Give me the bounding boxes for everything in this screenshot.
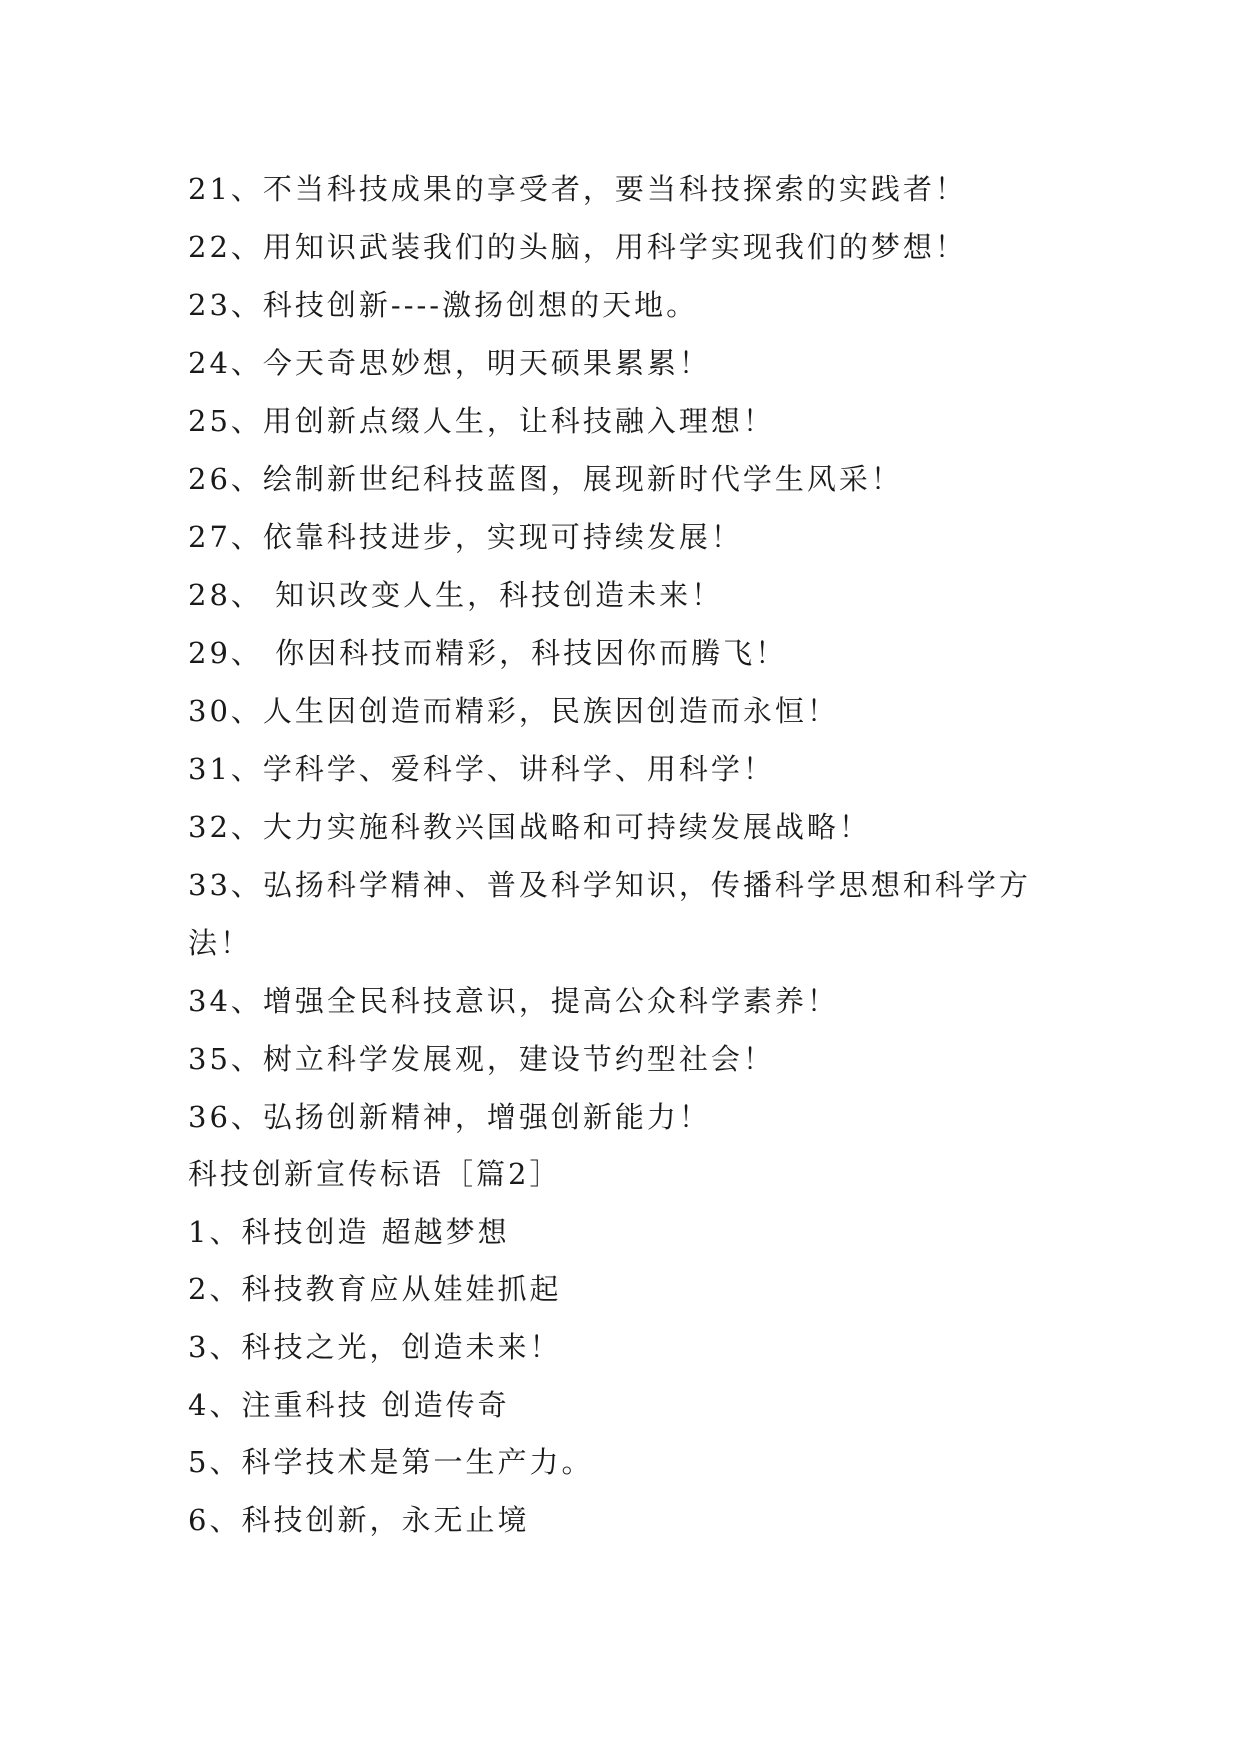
section-slogan-line: 6、科技创新，永无止境 (188, 1503, 530, 1538)
slogan-line: 28、 知识改变人生，科技创造未来！ (188, 578, 724, 612)
slogan-line-continuation: 法！ (188, 926, 253, 960)
slogan-line: 21、不当科技成果的享受者，要当科技探索的实践者！ (188, 172, 967, 206)
slogan-line: 32、大力实施科教兴国战略和可持续发展战略！ (188, 810, 871, 844)
slogan-line: 31、学科学、爱科学、讲科学、用科学！ (188, 752, 775, 786)
section-slogan-line: 1、科技创造 超越梦想 (188, 1214, 510, 1249)
slogan-line: 35、树立科学发展观，建设节约型社会！ (188, 1042, 775, 1076)
section-slogan-line: 5、科学技术是第一生产力。 (188, 1445, 594, 1480)
slogan-line: 23、科技创新----激扬创想的天地。 (188, 288, 699, 322)
slogan-line: 27、依靠科技进步，实现可持续发展！ (188, 520, 743, 554)
section-slogan-line: 3、科技之光，创造未来！ (188, 1330, 562, 1365)
slogan-line: 25、用创新点缀人生，让科技融入理想！ (188, 404, 775, 438)
slogan-line: 34、增强全民科技意识，提高公众科学素养！ (188, 984, 839, 1018)
slogan-line: 36、弘扬创新精神，增强创新能力！ (188, 1100, 711, 1134)
slogan-line: 24、今天奇思妙想，明天硕果累累！ (188, 346, 711, 380)
slogan-line: 30、人生因创造而精彩，民族因创造而永恒！ (188, 694, 839, 728)
slogan-line: 29、 你因科技而精彩，科技因你而腾飞！ (188, 636, 788, 670)
section-slogan-line: 4、注重科技 创造传奇 (188, 1387, 510, 1422)
document-body (188, 160, 1068, 1550)
slogan-line: 26、绘制新世纪科技蓝图，展现新时代学生风采！ (188, 462, 903, 496)
section-slogan-line: 2、科技教育应从娃娃抓起 (188, 1272, 562, 1307)
slogan-line: 22、用知识武装我们的头脑，用科学实现我们的梦想！ (188, 230, 967, 264)
slogan-line: 33、弘扬科学精神、普及科学知识，传播科学思想和科学方 (188, 868, 1031, 902)
section-title: 科技创新宣传标语［篇2］ (188, 1157, 562, 1191)
